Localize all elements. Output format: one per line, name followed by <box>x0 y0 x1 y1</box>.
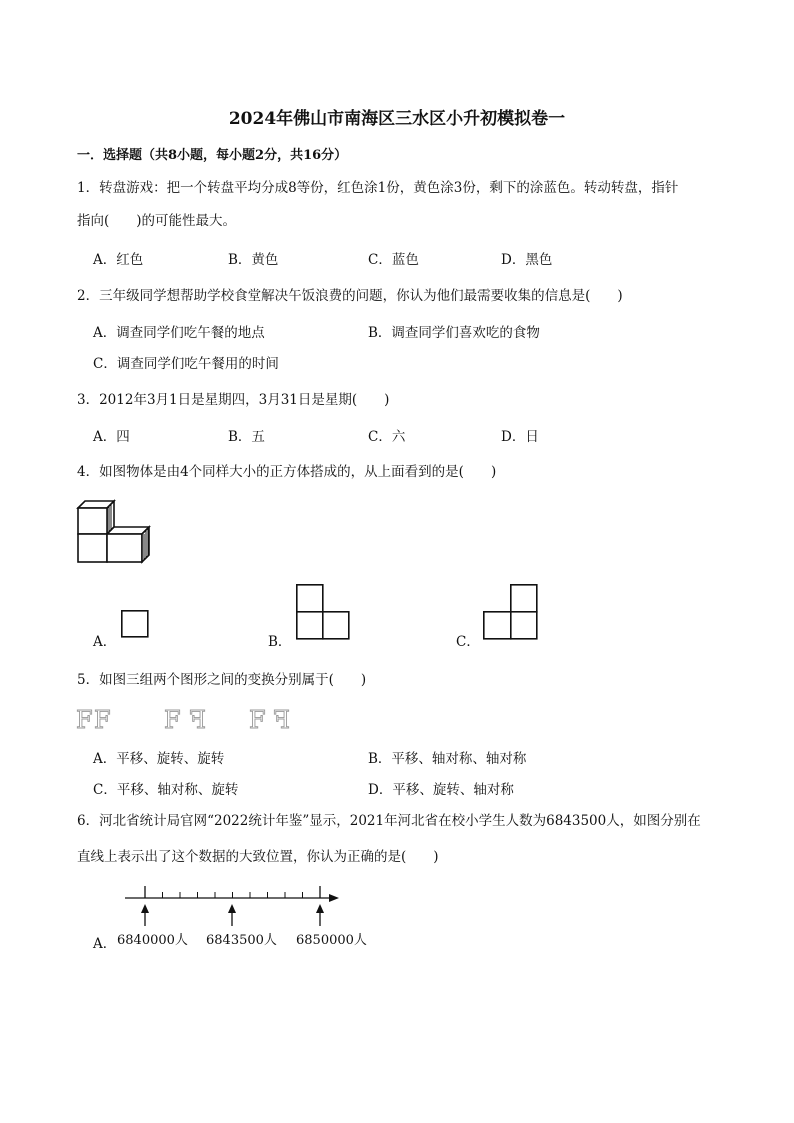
q6-option-a: A． <box>93 936 117 952</box>
q4-option-b-figure <box>296 584 351 640</box>
number-line-label-2: 6843500人 <box>206 933 277 948</box>
q1-option-d: D．黑色 <box>501 252 553 268</box>
question-5: 5．如图三组两个图形之间的变换分别属于( ) <box>77 672 367 688</box>
q5-option-c: C．平移、轴对称、旋转 <box>93 782 239 798</box>
number-line-label-1: 6840000人 <box>117 933 188 948</box>
question-6-line-1: 6．河北省统计局官网“2022统计年鉴”显示，2021年河北省在校小学生人数为6843500人，如图分别在 <box>77 813 701 829</box>
question-2: 2．三年级同学想帮助学校食堂解决午饭浪费的问题，你认为他们最需要收集的信息是( ) <box>77 288 623 304</box>
q3-option-d: D．日 <box>501 429 539 445</box>
question-6-line-2: 直线上表示出了这个数据的大致位置，你认为正确的是( ) <box>77 849 439 865</box>
f-transform-figure <box>76 705 292 734</box>
q5-option-b: B．平移、轴对称、轴对称 <box>368 751 527 767</box>
q2-option-a: A．调查同学们吃午餐的地点 <box>93 325 265 341</box>
question-3: 3．2012年3月1日是星期四，3月31日是星期( ) <box>77 392 390 408</box>
svg-text:F: F <box>164 706 181 734</box>
q4-option-a-figure <box>121 610 149 638</box>
question-1-line-2: 指向( )的可能性最大。 <box>77 213 237 229</box>
svg-text:F: F <box>76 706 93 734</box>
q4-option-a: A． <box>93 634 117 650</box>
q5-option-d: D．平移、旋转、轴对称 <box>368 782 514 798</box>
q1-option-c: C．蓝色 <box>368 252 419 268</box>
q5-option-a: A．平移、旋转、旋转 <box>93 751 225 767</box>
q3-option-c: C．六 <box>368 429 406 445</box>
q1-option-b: B．黄色 <box>228 252 279 268</box>
number-line-figure <box>125 880 345 930</box>
svg-text:F: F <box>273 706 290 734</box>
q4-option-b: B． <box>268 634 292 650</box>
q1-option-a: A．红色 <box>93 252 144 268</box>
q4-option-c-figure <box>483 584 538 640</box>
page-title: 2024年佛山市南海区三水区小升初模拟卷一 <box>228 109 566 129</box>
section-heading: 一．选择题（共8小题，每小题2分，共16分） <box>77 148 348 163</box>
svg-text:F: F <box>94 706 111 734</box>
q2-option-b: B．调查同学们喜欢吃的食物 <box>368 325 540 341</box>
q4-option-c: C． <box>456 634 480 650</box>
q3-option-a: A．四 <box>93 429 130 445</box>
svg-text:F: F <box>189 706 206 734</box>
q3-option-b: B．五 <box>228 429 265 445</box>
q2-option-c: C．调查同学们吃午餐用的时间 <box>93 356 279 372</box>
svg-text:F: F <box>249 706 266 734</box>
question-1-line-1: 1．转盘游戏：把一个转盘平均分成8等份，红色涂1份，黄色涂3份，剩下的涂蓝色。转动转盘，指针 <box>77 180 679 196</box>
cube-stack-figure <box>78 500 152 564</box>
question-4: 4．如图物体是由4个同样大小的正方体搭成的，从上面看到的是( ) <box>77 464 497 480</box>
number-line-label-3: 6850000人 <box>296 933 367 948</box>
